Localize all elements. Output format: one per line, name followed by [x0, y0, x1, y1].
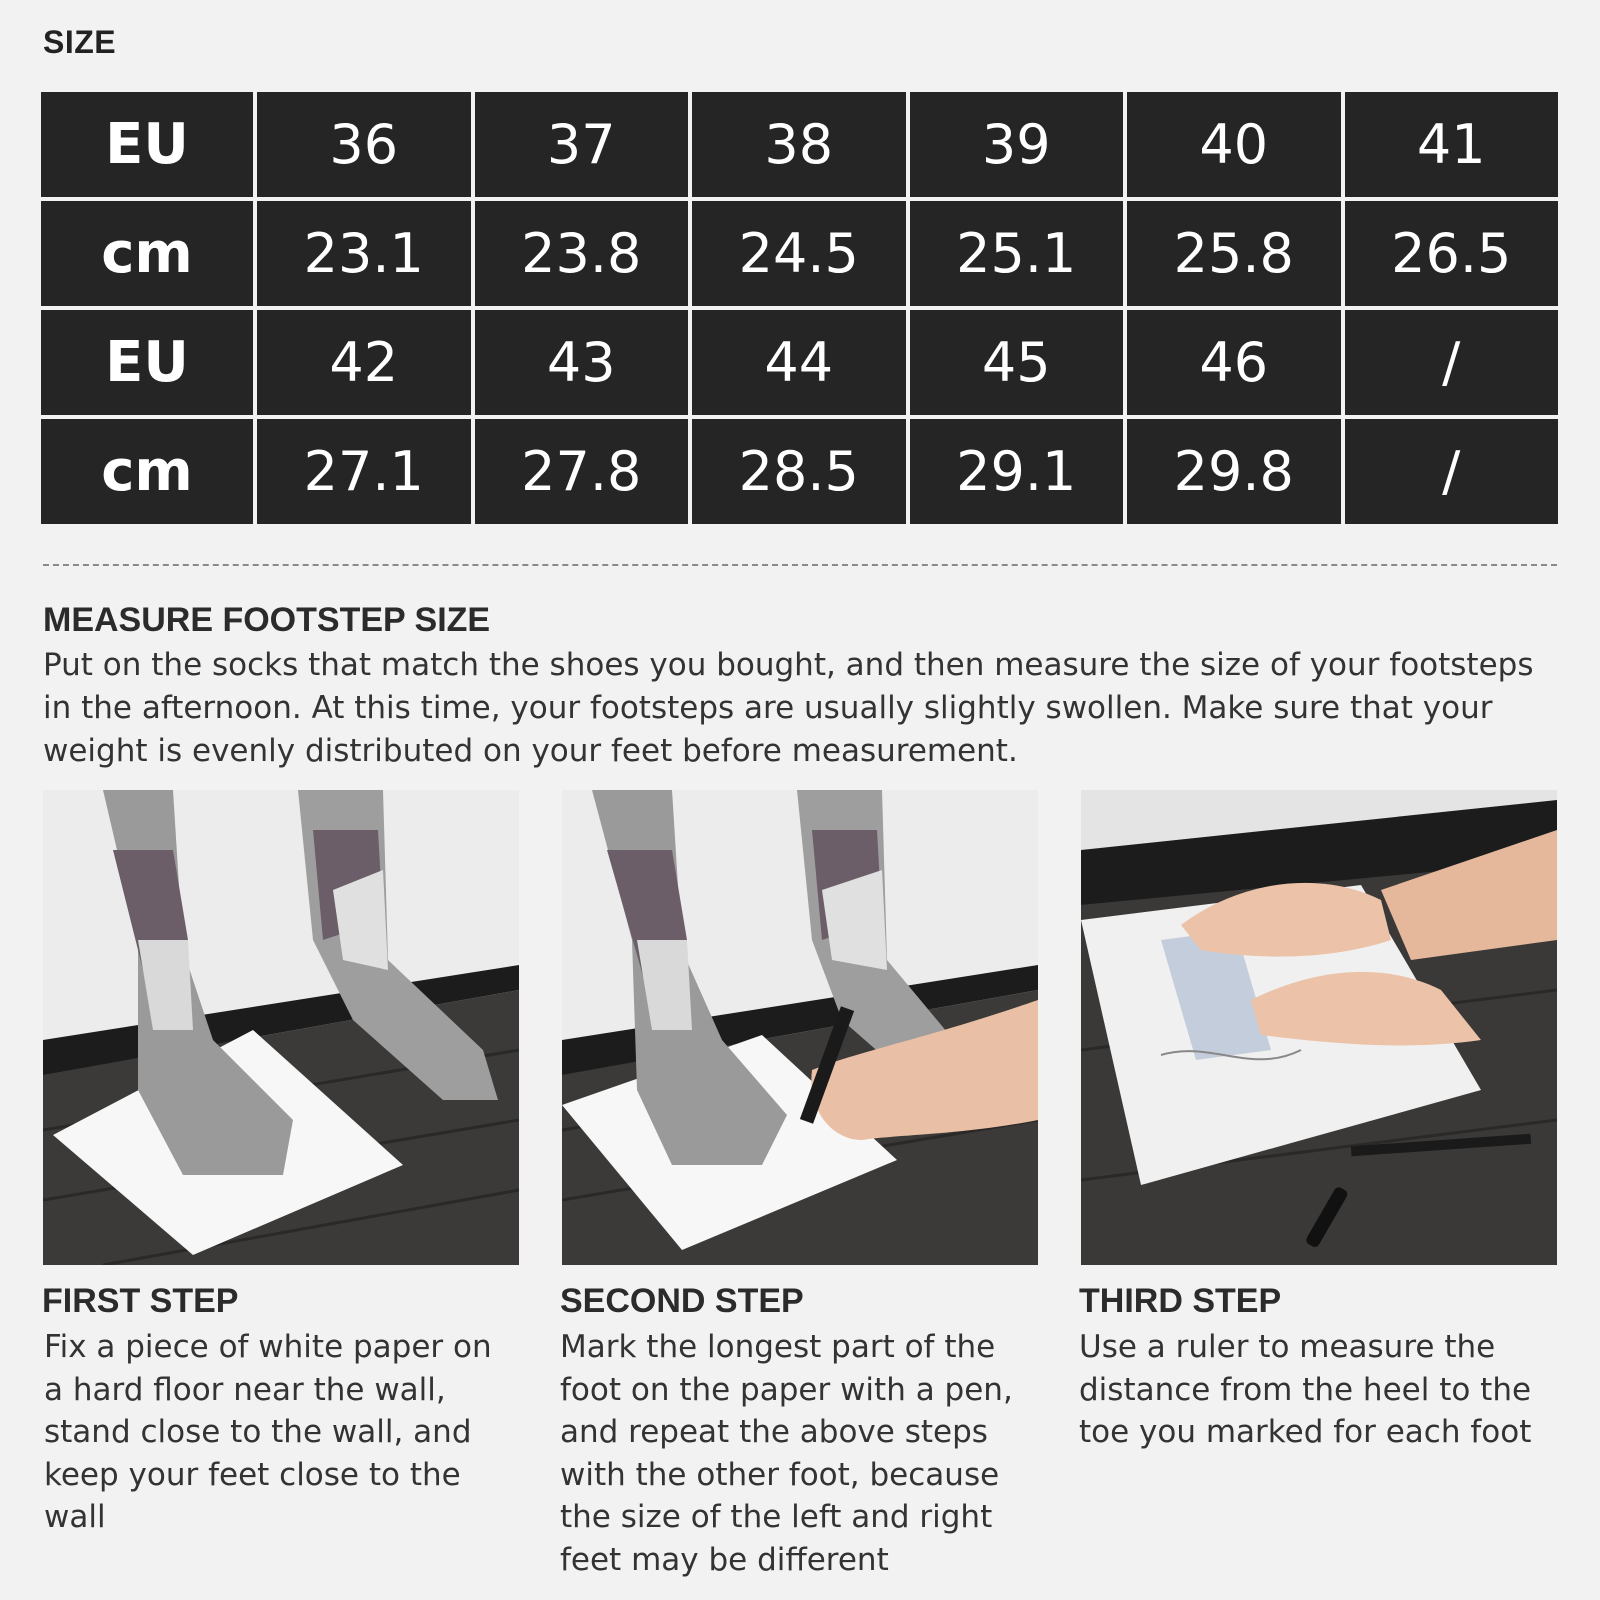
size-cell: 29.1 [910, 419, 1124, 524]
size-cell: 38 [692, 92, 906, 197]
size-table [41, 92, 1558, 524]
size-cell: 45 [910, 310, 1124, 415]
first-step-description: Fix a piece of white paper on a hard floor near the wall, stand close to the wall, and keep your feet close to the wall [44, 1329, 492, 1535]
size-row-label: cm [41, 201, 253, 306]
size-cell: 39 [910, 92, 1124, 197]
second-step-title: SECOND STEP [560, 1282, 804, 1320]
second-step-photo [562, 790, 1038, 1265]
third-step-photo [1081, 790, 1557, 1265]
dashed-divider [43, 564, 1557, 566]
first-step-photo [43, 790, 519, 1265]
size-row-label: cm [41, 419, 253, 524]
size-cell: 29.8 [1127, 419, 1341, 524]
size-cell: 36 [257, 92, 471, 197]
third-step-description: Use a ruler to measure the distance from the heel to the toe you marked for each foot [1079, 1329, 1532, 1450]
second-step-description: Mark the longest part of the foot on the paper with a pen, and repeat the above steps with the other foot, because the size of the left and right feet may be different [560, 1329, 1013, 1578]
size-cell: 23.8 [475, 201, 689, 306]
size-title: SIZE [43, 24, 117, 60]
size-row-label: EU [41, 92, 253, 197]
size-cell: 28.5 [692, 419, 906, 524]
size-cell: 44 [692, 310, 906, 415]
size-cell: 41 [1345, 92, 1559, 197]
size-cell: 25.1 [910, 201, 1124, 306]
size-cell: 46 [1127, 310, 1341, 415]
size-cell: 27.1 [257, 419, 471, 524]
size-cell: / [1345, 419, 1559, 524]
size-cell: 26.5 [1345, 201, 1559, 306]
measure-description: Put on the socks that match the shoes you bought, and then measure the size of your footsteps in the afternoon. At this time, your footsteps are usually slightly swollen. Make sure that your weight is evenly distributed on your feet before measurement. [43, 647, 1534, 769]
third-step-title: THIRD STEP [1079, 1282, 1282, 1320]
size-row-label: EU [41, 310, 253, 415]
size-cell: 25.8 [1127, 201, 1341, 306]
size-cell: 43 [475, 310, 689, 415]
size-cell: / [1345, 310, 1559, 415]
size-cell: 37 [475, 92, 689, 197]
size-cell: 42 [257, 310, 471, 415]
size-cell: 27.8 [475, 419, 689, 524]
size-cell: 24.5 [692, 201, 906, 306]
size-cell: 40 [1127, 92, 1341, 197]
size-cell: 23.1 [257, 201, 471, 306]
first-step-title: FIRST STEP [42, 1282, 239, 1320]
measure-title: MEASURE FOOTSTEP SIZE [43, 601, 491, 639]
